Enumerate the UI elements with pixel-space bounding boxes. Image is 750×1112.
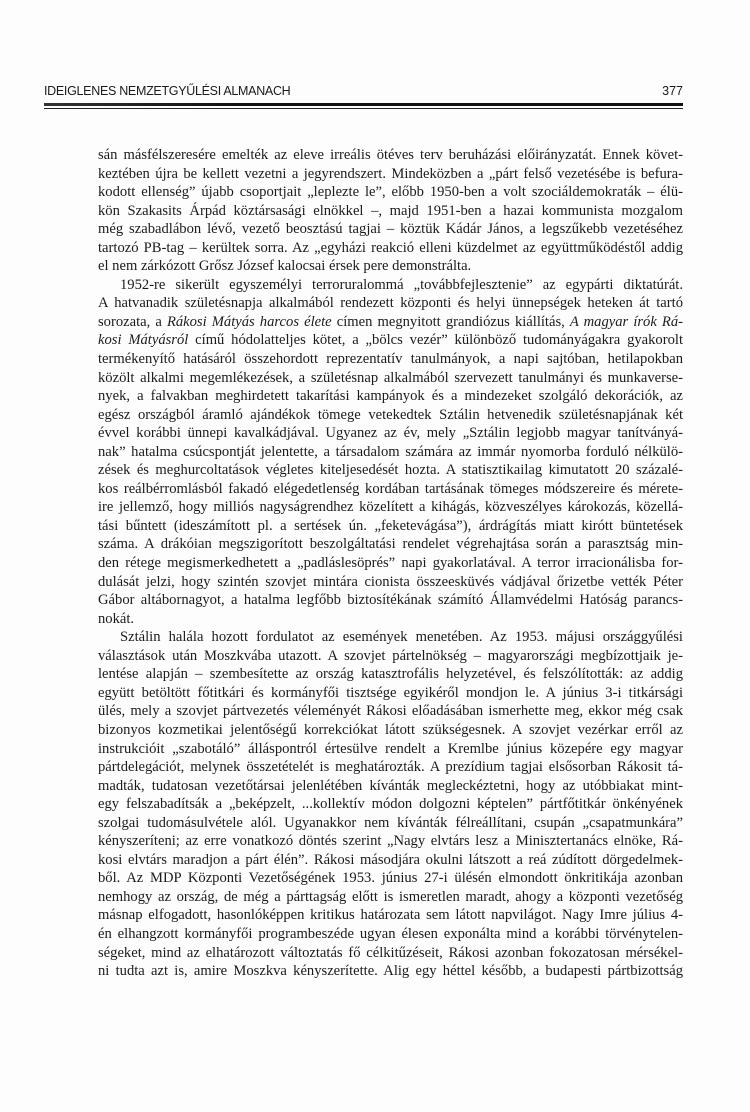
text-line: nyek, a falvakban meghirdetett takarítási kampányok és a mindezeket szolgáló dekorációk, az xyxy=(98,388,683,405)
text-line: bizonyos kozmetikai jelentőségű korrekciókat látott szükségesnek. A szovjet vezérkar erről az xyxy=(98,721,683,738)
text-line: ni tudta azt is, amire Moszkva kényszerítette. Alig egy héttel később, a budapesti pártbizottság xyxy=(98,963,683,980)
text-line: nokát. xyxy=(98,610,135,627)
header-rule-thick xyxy=(44,103,683,106)
text-line: egész országból áramló ajándékok tömege vetekedtek Sztálin hetvenedik születésnapjának két xyxy=(98,406,683,423)
text-line: nak” hatalma csúcspontját jelentette, a társadalom számára az immár nyomorba forduló nélkülö- xyxy=(98,443,683,460)
text-line: még szabadlábon lévő, vezető beosztású tagjai – köztük Kádár János, a legszűkebb vezetéséhez xyxy=(98,221,683,238)
text-line: tartozó PB-tag – kerültek sorra. Az „egyházi reakció elleni küzdelmet az együttműködéstől addig xyxy=(98,239,683,256)
text-line: zések és meghurcoltatások végletes kiteljesedését hozta. A statisztikailag kimutatott 20 százalé- xyxy=(98,462,683,479)
italic-title: Rákosi Mátyás harcos élete xyxy=(166,313,332,330)
text-line: másnap elfogadott, hasonlóképpen kritikus határozata sem látott napvilágot. Nagy Imre július 4- xyxy=(98,907,683,924)
text-line: egy felszabadítsák a „beképzelt, ...kollektív módon dolgozni képtelen” pártfőtitkár önkényének xyxy=(98,796,683,813)
text-line: pártdelegációt, melynek összetételét is meghatározták. A prezídium tagjai elsősorban Rákosit tá- xyxy=(98,759,683,776)
body-text xyxy=(98,146,683,981)
text-line: ülés, mely a szovjet pártvezetés véleményét Rákosi előadásában ismerhette meg, ekkor még csak xyxy=(98,703,683,720)
text-line: ségeket, mind az elhatározott változtatás fő célkitűzéseit, Rákosi azonban fokozatosan mérsékel- xyxy=(98,944,683,961)
text-line: kos reálbérromlásból fakadó elégedetlenség kordában tartásának tömeges módszereire és mérete- xyxy=(98,480,683,497)
text-line: én elhangzott kormányfői programbeszéde ugyan élesen exponálta mind a korábbi törvénytelen- xyxy=(98,925,683,942)
page-number: 377 xyxy=(662,84,683,98)
text-line: kön Szakasits Árpád köztársasági elnökkel –, majd 1951-ben a hazai kommunista mozgalom xyxy=(98,202,683,219)
text-line: lentése alapján – szembesítette az ország katasztrofális helyzetével, és felszólították: az addig xyxy=(98,666,683,683)
text-line: A hatvanadik születésnapja alkalmából rendezett központi és helyi ünnepségek heteken át tartó xyxy=(98,295,683,312)
text-line: szolgai tudomásulvétele alól. Ugyanakkor nem kívánták félreállítani, csupán „csapatmunkára” xyxy=(98,814,683,831)
paragraph xyxy=(98,628,683,980)
text-line: nemhogy az ország, de még a párttagság előtt is ismeretlen maradt, ahogy a központi vezetőség xyxy=(98,888,683,905)
text-line: ből. Az MDP Központi Vezetőségének 1953. június 27-i ülésén elmondott önkritikája azonban xyxy=(98,870,683,887)
text-line: madták, tudatosan vezetőtársai jelenlétében kívánták megleckéztetni, hogy az utóbbiakat mint- xyxy=(98,777,683,794)
text-line: instrukcióit „szabotáló” álláspontról értesülve rendelt a Kremlbe június közepére egy magyar xyxy=(98,740,683,757)
text-line: Sztálin halála hozott fordulatot az események menetében. Az 1953. májusi országgyűlési xyxy=(120,629,683,646)
italic-title: A magyar írók Rá- xyxy=(569,313,683,330)
text-line: tási bűntett (ideszámított pl. a sertések ún. „feketevágása”), árdrágítás miatt kirótt büntetések xyxy=(98,517,683,534)
text-line: ire jellemző, hogy milliós nagyságrendhez közelített a kihágás, közveszélyes károkozás, közellá- xyxy=(98,499,683,516)
running-title: IDEIGLENES NEMZETGYŰLÉSI ALMANACH xyxy=(44,84,291,98)
running-header xyxy=(44,84,683,100)
text-line: kodott ellenség” újabb csoportjait „leplezte le”, előbb 1950-ben a volt szociáldemokraták – élü- xyxy=(98,184,683,201)
text-line: sán másfélszeresére emelték az eleve irreális ötéves terv beruházási előirányzatát. Ennek követ- xyxy=(98,147,683,163)
header-rule-thin xyxy=(44,108,683,109)
paragraph xyxy=(98,276,683,628)
text-line: kosi elvtárs maradjon a párt élén”. Rákosi másodjára okulni látszott a reá zúdított dörgedelmek- xyxy=(98,851,683,868)
text-line: el nem zárkózott Grősz József kalocsai érsek pere demonstrálta. xyxy=(98,258,472,275)
text-line: kosi Mátyásról című hódolatteljes kötet, a „bölcs vezér” különböző tudományágakra gyakorolt xyxy=(98,332,683,349)
text-line: 1952-re sikerült egyszemélyi terroruralommá „továbbfejlesztenie” az egypárti diktatúrát. xyxy=(120,276,683,293)
text-line: Gábor altábornagyot, a hatalma legfőbb biztosítékának számító Államvédelmi Hatóság parancs- xyxy=(98,592,683,609)
italic-title: kosi Mátyásról xyxy=(98,332,189,349)
text-line: együtt betöltött főtitkári és kormányfői tisztsége egyikéről mondjon le. A június 3-i titkársági xyxy=(98,684,683,701)
text-line: termékenyítő hatásáról összehordott reprezentatív tanulmányok, a napi sajtóban, hetilapokban xyxy=(98,351,683,368)
text-line: dulását jelzi, hogy szintén szovjet mintára cionista összeesküvés vádjával őrizetbe vették Péter xyxy=(98,573,683,590)
text-line: közölt alkalmi megemlékezések, a születésnap alkalmából szervezett tanulmányi és munkaverse- xyxy=(98,369,683,386)
text-line: kényszeríteni; az erre vonatkozó döntés szerint „Nagy elvtárs lesz a Minisztertanács elnöke, Rá- xyxy=(98,833,683,850)
paragraph xyxy=(98,146,683,276)
text-line: den rétege megismerkedhetett a „padláslesöprés” napi gyakorlatával. A terror irracionálisba for- xyxy=(98,555,683,572)
text-line: sorozata, a Rákosi Mátyás harcos élete címen megnyitott grandiózus kiállítás, A magyar írók Rá- xyxy=(98,313,683,330)
text-line: keztében újra be kellett vezetni a jegyrendszert. Mindeközben a „párt felső vezetésébe is befura- xyxy=(98,165,683,182)
text-line: választások után Moszkvába utazott. A szovjet pártelnökség – magyarországi megbízottjaik je- xyxy=(98,647,683,664)
text-line: száma. A drákóian megszigorított beszolgáltatási rendelet végrehajtása során a parasztság min- xyxy=(98,536,683,553)
text-line: évvel korábbi ünnepi kavalkádjával. Ugyanez az év, mely „Sztálin legjobb magyar tanítványá- xyxy=(98,425,683,442)
